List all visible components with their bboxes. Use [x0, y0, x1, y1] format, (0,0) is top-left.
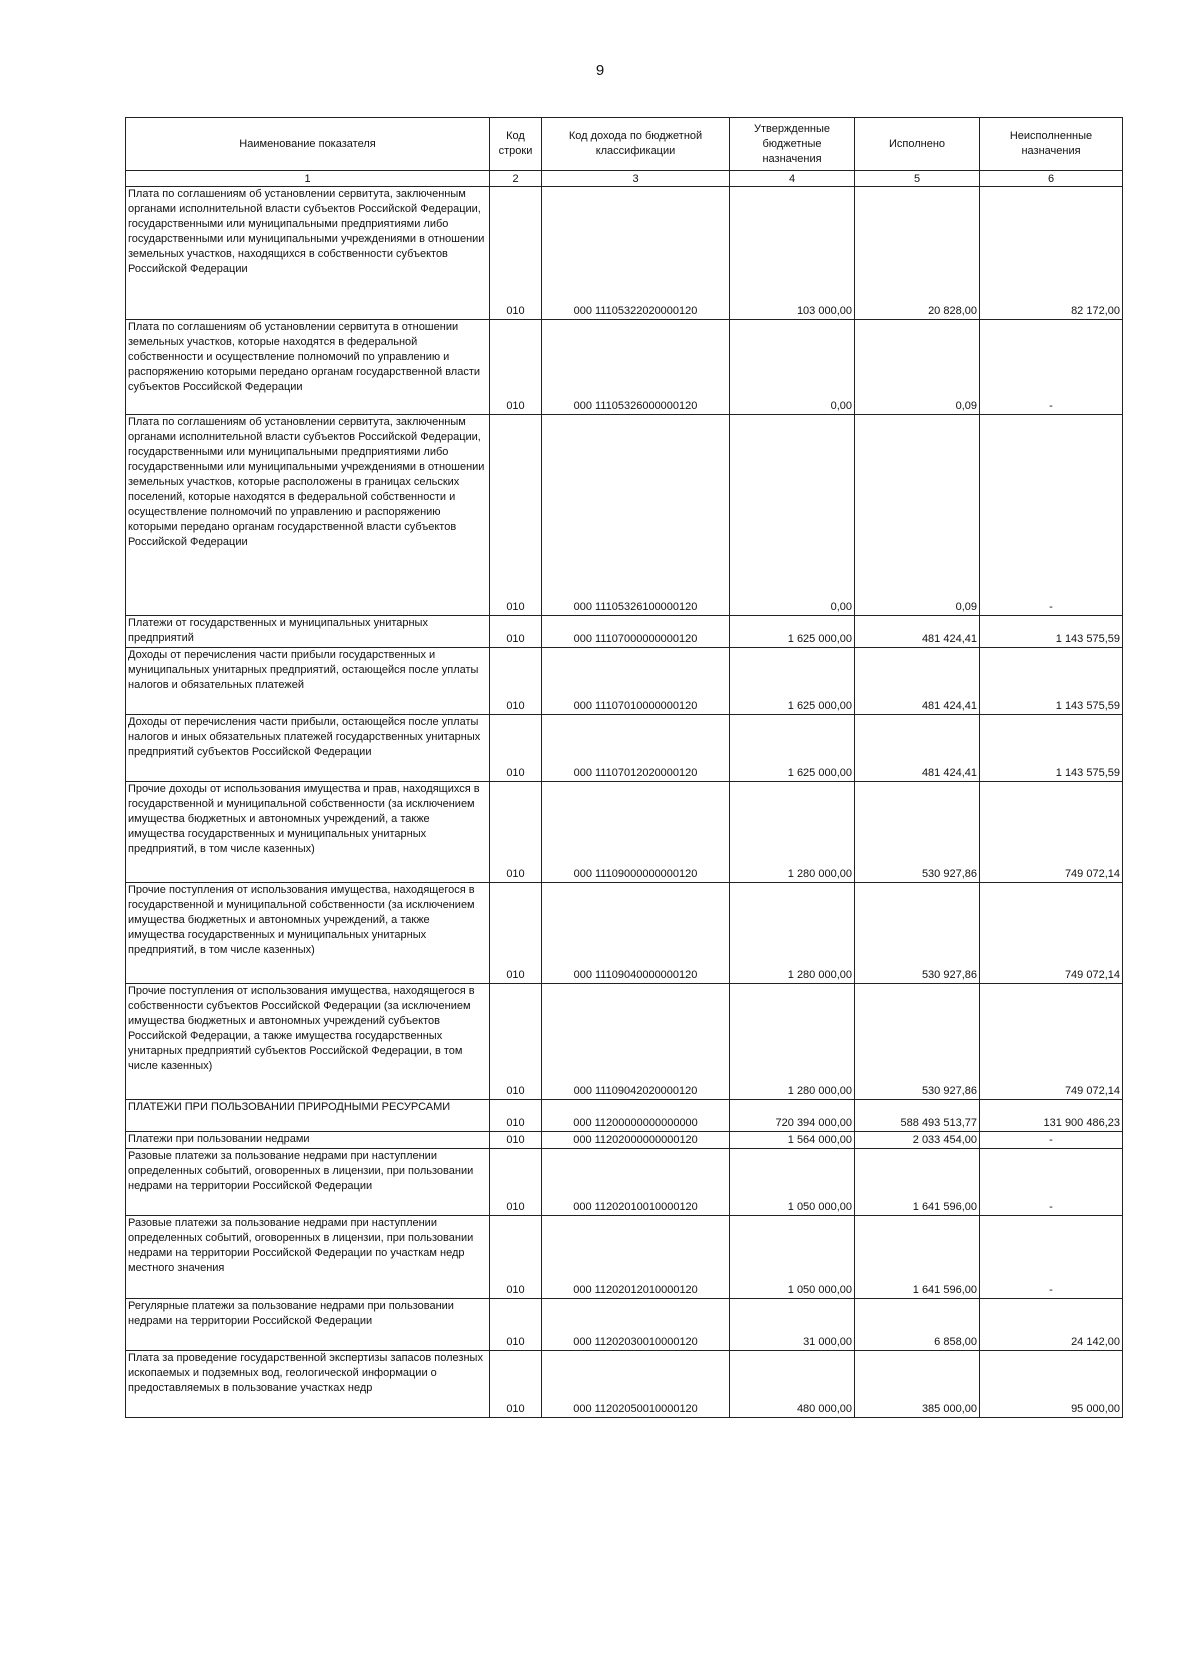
unexecuted-value: -	[980, 320, 1123, 415]
row-name: Прочие поступления от использования имущества, находящегося в собственности субъектов Российской Федерации (за исключением имущества бюджетных и автономных учреждений субъектов Российской Федерации, а также имущества государственных унитарных предприятий субъектов Российской Федерации, в том числе казенных)	[126, 984, 490, 1100]
row-name: Плата за проведение государственной экспертизы запасов полезных ископаемых и подземных вод, геологической информации о предоставляемых в пользование участках недр	[126, 1351, 490, 1418]
approved-value: 1 050 000,00	[730, 1216, 855, 1299]
approved-value: 0,00	[730, 320, 855, 415]
column-number: 3	[542, 171, 730, 187]
column-number-row	[126, 171, 1123, 187]
income-code: 000 11200000000000000	[542, 1100, 730, 1132]
table-row	[126, 648, 1123, 715]
row-name: Прочие доходы от использования имущества и прав, находящихся в государственной и муниципальной собственности (за исключением имущества бюджетных и автономных учреждений, а также имущества государственных и муниципальных унитарных предприятий, в том числе казенных)	[126, 782, 490, 883]
approved-value: 1 280 000,00	[730, 984, 855, 1100]
executed-value: 530 927,86	[855, 984, 980, 1100]
income-code: 000 11202030010000120	[542, 1299, 730, 1351]
approved-value: 1 625 000,00	[730, 715, 855, 782]
income-code: 000 11202010010000120	[542, 1149, 730, 1216]
row-name: Разовые платежи за пользование недрами при наступлении определенных событий, оговоренных в лицензии, при пользовании недрами на территории Российской Федерации по участкам недр местного значения	[126, 1216, 490, 1299]
table-row	[126, 1216, 1123, 1299]
executed-value: 0,09	[855, 320, 980, 415]
row-name: ПЛАТЕЖИ ПРИ ПОЛЬЗОВАНИИ ПРИРОДНЫМИ РЕСУРСАМИ	[126, 1100, 490, 1132]
header-income-code: Код дохода по бюджетной классификации	[542, 118, 730, 171]
approved-value: 480 000,00	[730, 1351, 855, 1418]
row-code: 010	[490, 1216, 542, 1299]
executed-value: 0,09	[855, 415, 980, 616]
column-number: 2	[490, 171, 542, 187]
unexecuted-value: -	[980, 1132, 1123, 1149]
executed-value: 385 000,00	[855, 1351, 980, 1418]
approved-value: 720 394 000,00	[730, 1100, 855, 1132]
unexecuted-value: 131 900 486,23	[980, 1100, 1123, 1132]
table-row	[126, 984, 1123, 1100]
column-number: 4	[730, 171, 855, 187]
row-code: 010	[490, 415, 542, 616]
row-name: Прочие поступления от использования имущества, находящегося в государственной и муниципальной собственности (за исключением имущества бюджетных и автономных учреждений, а также имущества государственных и муниципальных унитарных предприятий, в том числе казенных)	[126, 883, 490, 984]
approved-value: 1 280 000,00	[730, 782, 855, 883]
income-code: 000 11107012020000120	[542, 715, 730, 782]
table-row	[126, 1149, 1123, 1216]
header-executed: Исполнено	[855, 118, 980, 171]
row-code: 010	[490, 782, 542, 883]
row-code: 010	[490, 1351, 542, 1418]
table-row	[126, 187, 1123, 320]
table-row	[126, 1132, 1123, 1149]
unexecuted-value: 749 072,14	[980, 782, 1123, 883]
row-code: 010	[490, 1100, 542, 1132]
row-name: Платежи от государственных и муниципальных унитарных предприятий	[126, 616, 490, 648]
approved-value: 103 000,00	[730, 187, 855, 320]
income-code: 000 11202000000000120	[542, 1132, 730, 1149]
table-row	[126, 1100, 1123, 1132]
unexecuted-value: -	[980, 415, 1123, 616]
row-name: Плата по соглашениям об установлении сервитута в отношении земельных участков, которые находятся в федеральной собственности и осуществление полномочий по управлению и распоряжению которыми передано органам государственной власти субъектов Российской Федерации	[126, 320, 490, 415]
income-code: 000 11105326000000120	[542, 320, 730, 415]
row-code: 010	[490, 320, 542, 415]
row-code: 010	[490, 648, 542, 715]
column-number: 6	[980, 171, 1123, 187]
executed-value: 1 641 596,00	[855, 1216, 980, 1299]
approved-value: 1 625 000,00	[730, 616, 855, 648]
executed-value: 2 033 454,00	[855, 1132, 980, 1149]
unexecuted-value: 95 000,00	[980, 1351, 1123, 1418]
table-row	[126, 320, 1123, 415]
income-code: 000 11109000000000120	[542, 782, 730, 883]
income-code: 000 11105322020000120	[542, 187, 730, 320]
column-number: 5	[855, 171, 980, 187]
row-code: 010	[490, 715, 542, 782]
header-approved: Утвержденные бюджетные назначения	[730, 118, 855, 171]
row-name: Регулярные платежи за пользование недрами при пользовании недрами на территории Российской Федерации	[126, 1299, 490, 1351]
row-code: 010	[490, 984, 542, 1100]
approved-value: 1 564 000,00	[730, 1132, 855, 1149]
table-row	[126, 616, 1123, 648]
row-name: Плата по соглашениям об установлении сервитута, заключенным органами исполнительной власти субъектов Российской Федерации, государственными или муниципальными предприятиями либо государственными или муниципальными учреждениями в отношении земельных участков, которые расположены в границах сельских поселений, которые находятся в федеральной собственности и осуществление полномочий по управлению и распоряжению которыми передано органам государственной власти субъектов Российской Федерации	[126, 415, 490, 616]
income-code: 000 11109042020000120	[542, 984, 730, 1100]
approved-value: 1 280 000,00	[730, 883, 855, 984]
unexecuted-value: -	[980, 1149, 1123, 1216]
row-name: Доходы от перечисления части прибыли, остающейся после уплаты налогов и иных обязательных платежей государственных унитарных предприятий субъектов Российской Федерации	[126, 715, 490, 782]
unexecuted-value: 24 142,00	[980, 1299, 1123, 1351]
table-row	[126, 1299, 1123, 1351]
row-name: Платежи при пользовании недрами	[126, 1132, 490, 1149]
income-code: 000 11107010000000120	[542, 648, 730, 715]
approved-value: 1 050 000,00	[730, 1149, 855, 1216]
unexecuted-value: 1 143 575,59	[980, 616, 1123, 648]
approved-value: 0,00	[730, 415, 855, 616]
header-name: Наименование показателя	[126, 118, 490, 171]
row-code: 010	[490, 1132, 542, 1149]
income-code: 000 11105326100000120	[542, 415, 730, 616]
unexecuted-value: 82 172,00	[980, 187, 1123, 320]
table-row	[126, 883, 1123, 984]
income-code: 000 11202012010000120	[542, 1216, 730, 1299]
unexecuted-value: 749 072,14	[980, 984, 1123, 1100]
page-number: 9	[595, 62, 605, 79]
column-number: 1	[126, 171, 490, 187]
row-code: 010	[490, 616, 542, 648]
executed-value: 20 828,00	[855, 187, 980, 320]
row-name: Разовые платежи за пользование недрами при наступлении определенных событий, оговоренных в лицензии, при пользовании недрами на территории Российской Федерации	[126, 1149, 490, 1216]
approved-value: 1 625 000,00	[730, 648, 855, 715]
row-code: 010	[490, 187, 542, 320]
header-row-code: Код строки	[490, 118, 542, 171]
executed-value: 530 927,86	[855, 883, 980, 984]
executed-value: 481 424,41	[855, 648, 980, 715]
unexecuted-value: 749 072,14	[980, 883, 1123, 984]
table-row	[126, 1351, 1123, 1418]
executed-value: 588 493 513,77	[855, 1100, 980, 1132]
executed-value: 481 424,41	[855, 616, 980, 648]
table-row	[126, 782, 1123, 883]
row-name: Плата по соглашениям об установлении сервитута, заключенным органами исполнительной власти субъектов Российской Федерации, государственными или муниципальными предприятиями либо государственными или муниципальными учреждениями в отношении земельных участков, находящихся в собственности субъектов Российской Федерации	[126, 187, 490, 320]
row-name: Доходы от перечисления части прибыли государственных и муниципальных унитарных предприятий, остающейся после уплаты налогов и обязательных платежей	[126, 648, 490, 715]
unexecuted-value: 1 143 575,59	[980, 648, 1123, 715]
income-code: 000 11202050010000120	[542, 1351, 730, 1418]
income-code: 000 11107000000000120	[542, 616, 730, 648]
table-header-row	[126, 118, 1123, 171]
header-unexecuted: Неисполненные назначения	[980, 118, 1123, 171]
executed-value: 530 927,86	[855, 782, 980, 883]
row-code: 010	[490, 1149, 542, 1216]
approved-value: 31 000,00	[730, 1299, 855, 1351]
revenue-table	[125, 117, 1123, 1418]
unexecuted-value: 1 143 575,59	[980, 715, 1123, 782]
executed-value: 1 641 596,00	[855, 1149, 980, 1216]
executed-value: 6 858,00	[855, 1299, 980, 1351]
income-code: 000 11109040000000120	[542, 883, 730, 984]
executed-value: 481 424,41	[855, 715, 980, 782]
row-code: 010	[490, 883, 542, 984]
table-row	[126, 715, 1123, 782]
table-row	[126, 415, 1123, 616]
row-code: 010	[490, 1299, 542, 1351]
unexecuted-value: -	[980, 1216, 1123, 1299]
